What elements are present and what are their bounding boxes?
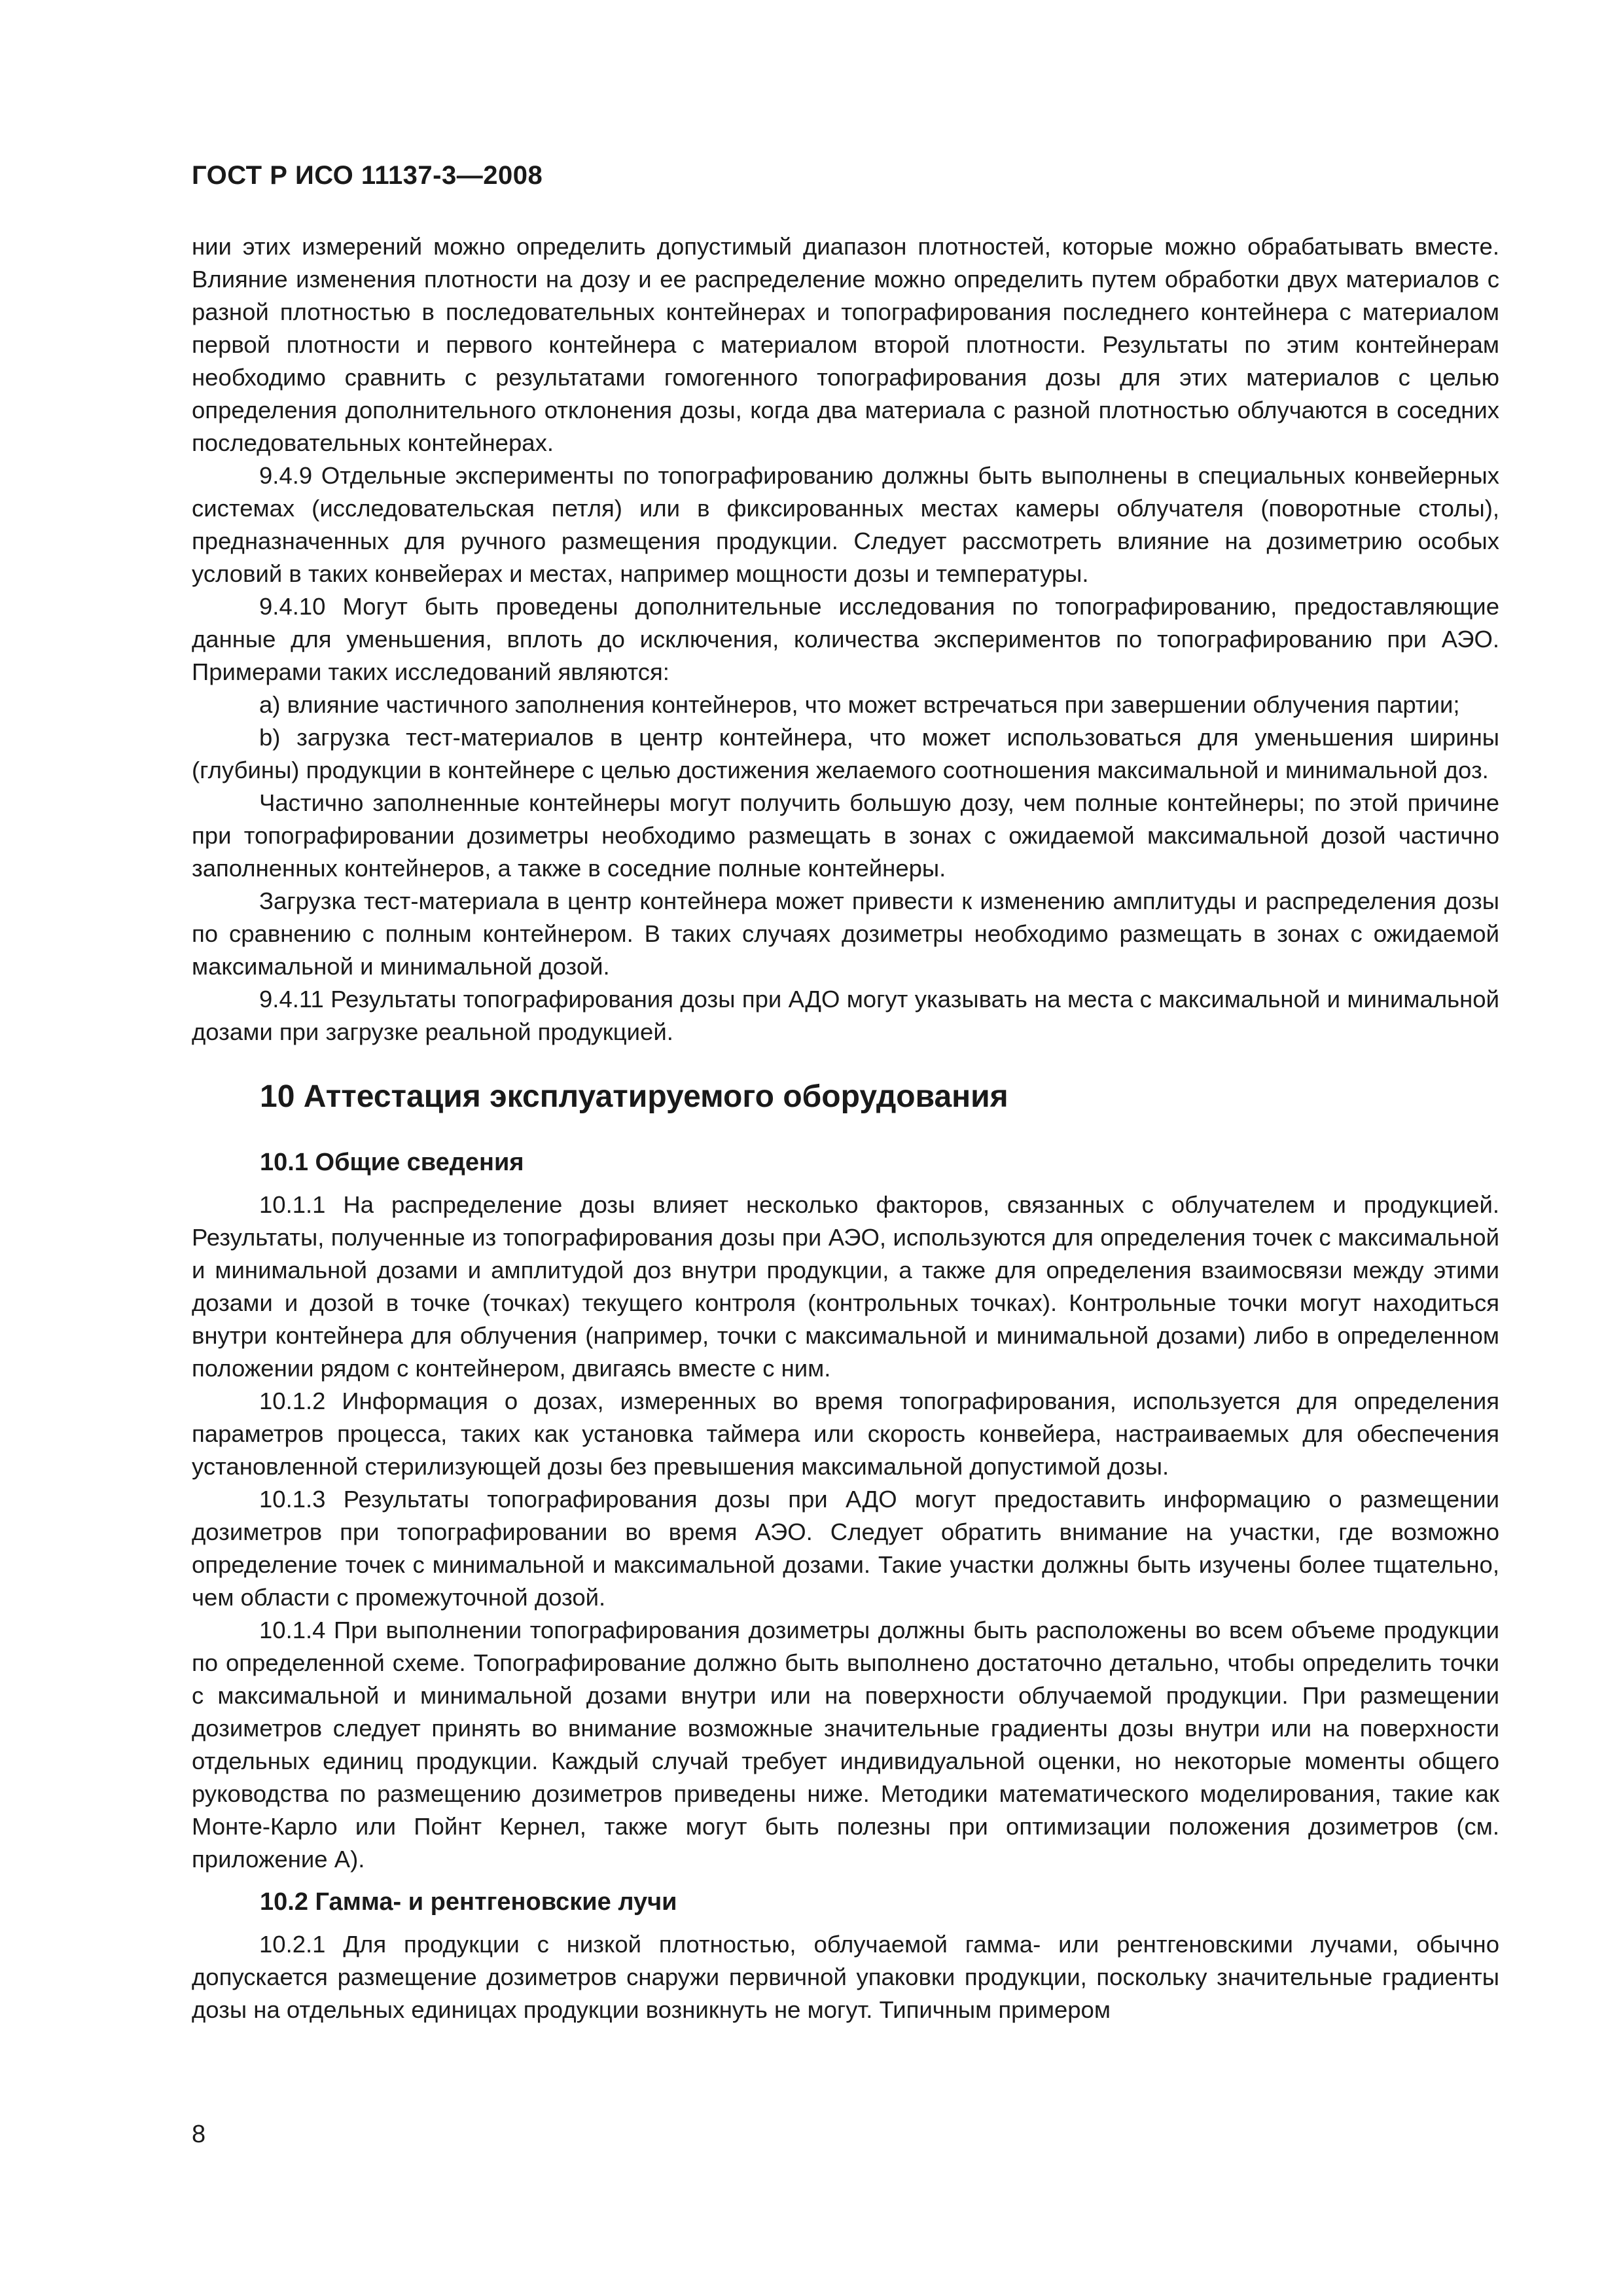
paragraph-10-1-2: 10.1.2 Информация о дозах, измеренных во время топографирования, используется для определения параметров процесса, таких как установка таймера или скорость конвейера, настраиваемых для обеспечения установленной стерилизующей дозы без превышения максимальной допустимой дозы. xyxy=(192,1388,1499,1480)
section-heading-10: 10 Аттестация эксплуатируемого оборудования xyxy=(260,1079,1008,1114)
subsection-heading-10-1: 10.1 Общие сведения xyxy=(260,1149,524,1176)
paragraph-9-4-9: 9.4.9 Отдельные эксперименты по топографированию должны быть выполнены в специальных конвейерных системах (исследовательская петля) или в фиксированных местах камеры облучателя (поворотные столы), предназначенных для ручного размещения продукции. Следует рассмотреть влияние на дозиметрию особых условий в таких конвейерах и местах, например мощности дозы и температуры. xyxy=(192,462,1499,587)
paragraph: Частично заполненные контейнеры могут получить большую дозу, чем полные контейнеры; по этой причине при топографировании дозиметры необходимо размещать в зонах с ожидаемой максимальной дозой частично заполненных контейнеров, а также в соседние полные контейнеры. xyxy=(192,789,1499,882)
paragraph-10-1-4: 10.1.4 При выполнении топографирования дозиметры должны быть расположены во всем объеме продукции по определенной схеме. Топографирование должно быть выполнено достаточно детально, чтобы определить точки с максимальной и минимальной дозами внутри или на поверхности облучаемой продукции. При размещении дозиметров следует принять во внимание возможные значительные градиенты дозы внутри или на поверхности отдельных единиц продукции. Каждый случай требует индивидуальной оценки, но некоторые моменты общего руководства по размещению дозиметров приведены ниже. Методики математического моделирования, такие как Монте-Карло или Пойнт Кернел, также могут быть полезны при оптимизации положения дозиметров (см. приложение А). xyxy=(192,1617,1499,1873)
paragraph-10-1-3: 10.1.3 Результаты топографирования дозы при АДО могут предоставить информацию о размещении дозиметров при топографировании во время АЭО. Следует обратить внимание на участки, где возможно определение точек с минимальной и максимальной дозами. Такие участки должны быть изучены более тщательно, чем области с промежуточной дозой. xyxy=(192,1486,1499,1611)
list-item-b: b) загрузка тест-материалов в центр контейнера, что может использоваться для уменьшения ширины (глубины) продукции в контейнере с целью достижения желаемого соотношения максимальной и минимальной доз. xyxy=(192,724,1499,783)
document-body xyxy=(192,230,1499,2026)
paragraph: Загрузка тест-материала в центр контейнера может привести к изменению амплитуды и распределения дозы по сравнению с полным контейнером. В таких случаях дозиметры необходимо размещать в зонах с ожидаемой максимальной и минимальной дозой. xyxy=(192,888,1499,980)
paragraph-9-4-10: 9.4.10 Могут быть проведены дополнительные исследования по топографированию, предоставляющие данные для уменьшения, вплоть до исключения, количества экспериментов по топографированию при АЭО. Примерами таких исследований являются: xyxy=(192,593,1499,685)
document-header-code: ГОСТ Р ИСО 11137-3—2008 xyxy=(192,161,543,190)
paragraph: нии этих измерений можно определить допустимый диапазон плотностей, которые можно обрабатывать вместе. Влияние изменения плотности на дозу и ее распределение можно определить путем обработки двух материалов с разной плотностью в последовательных контейнерах и топографирования последнего контейнера с материалом первой плотности и первого контейнера с материалом второй плотности. Результаты по этим контейнерам необходимо сравнить с результатами гомогенного топографирования дозы для этих материалов с целью определения дополнительного отклонения дозы, когда два материала с разной плотностью облучаются в соседних последовательных контейнерах. xyxy=(192,233,1499,456)
page-number: 8 xyxy=(192,2121,206,2148)
paragraph-10-1-1: 10.1.1 На распределение дозы влияет несколько факторов, связанных с облучателем и продукцией. Результаты, полученные из топографирования дозы при АЭО, используются для определения точек с максимальной и минимальной дозами и амплитудой доз внутри продукции, а также для определения взаимосвязи между этими дозами и дозой в точке (точках) текущего контроля (контрольных точках). Контрольные точки могут находиться внутри контейнера для облучения (например, точки с максимальной и минимальной дозами) либо в определенном положении рядом с контейнером, двигаясь вместе с ним. xyxy=(192,1191,1499,1382)
list-item-a: а) влияние частичного заполнения контейнеров, что может встречаться при завершении облучения партии; xyxy=(259,691,1460,718)
paragraph-9-4-11: 9.4.11 Результаты топографирования дозы при АДО могут указывать на места с максимальной и минимальной дозами при загрузке реальной продукцией. xyxy=(192,986,1499,1045)
paragraph-10-2-1: 10.2.1 Для продукции с низкой плотностью, облучаемой гамма- или рентгеновскими лучами, обычно допускается размещение дозиметров снаружи первичной упаковки продукции, поскольку значительные градиенты дозы на отдельных единицах продукции возникнуть не могут. Типичным примером xyxy=(192,1931,1499,2023)
subsection-heading-10-2: 10.2 Гамма- и рентгеновские лучи xyxy=(260,1888,677,1916)
